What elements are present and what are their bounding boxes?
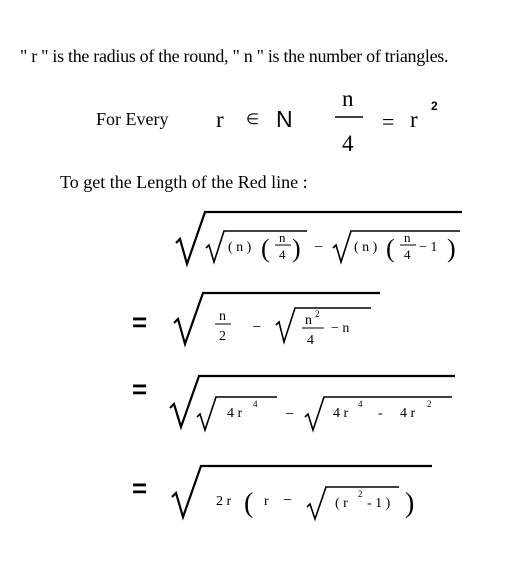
step1-minus: − xyxy=(314,239,324,256)
relation-fraction-numerator: n xyxy=(342,86,354,111)
step1-radical-2 xyxy=(333,231,460,262)
step4-r: r xyxy=(264,494,269,509)
step2-g-exponent: 2 xyxy=(315,309,320,319)
step4-minus: − xyxy=(283,492,293,509)
step3-a-exponent: 4 xyxy=(253,399,258,409)
step4-inner-exponent: 2 xyxy=(358,489,363,499)
step2-expression xyxy=(132,293,380,348)
step4-equals: = xyxy=(132,473,148,503)
svg-text:(: ( xyxy=(244,488,254,519)
step2-outer-radical xyxy=(174,293,380,344)
relation-exponent: 2 xyxy=(431,99,438,113)
relation-r: r xyxy=(216,107,224,132)
step2-f-denominator: 2 xyxy=(219,329,226,344)
step2-f-numerator: n xyxy=(219,309,226,324)
step1-f2-rest: − 1 xyxy=(419,240,438,255)
step3-c-exponent: 2 xyxy=(427,399,432,409)
step3-expression xyxy=(132,374,455,430)
relation-equals: = xyxy=(382,109,395,134)
svg-text:(: ( xyxy=(261,234,270,263)
step1-f1-numerator: n xyxy=(279,230,286,245)
svg-text:): ) xyxy=(292,234,301,263)
step4-outer-radical xyxy=(172,466,432,517)
step1-a2: ( n ) xyxy=(354,240,378,255)
step1-f2-denominator: 4 xyxy=(404,247,411,262)
step1-outer-radical xyxy=(176,212,462,264)
step3-b-exponent: 4 xyxy=(358,399,363,409)
step1-a1: ( n ) xyxy=(228,240,252,255)
step4-lead: 2 r xyxy=(216,494,232,509)
relation-rhs: r xyxy=(410,107,418,132)
step3-b-minus: - xyxy=(378,406,383,421)
step3-a: 4 r xyxy=(227,406,243,421)
step2-equals: = xyxy=(132,307,148,337)
step2-inner-radical xyxy=(276,308,371,342)
step3-minus: − xyxy=(285,406,295,423)
step2-g-denominator: 4 xyxy=(307,333,314,348)
naturals-symbol: N xyxy=(276,106,293,132)
intro-text: " r " is the radius of the round, " n " is the number of triangles. xyxy=(20,46,449,66)
for-every-label: For Every xyxy=(96,109,169,129)
step4-expression xyxy=(132,466,432,519)
svg-text:(: ( xyxy=(386,234,395,263)
step4-inner-rest: - 1 ) xyxy=(367,496,391,511)
step1-f2-numerator: n xyxy=(404,230,411,245)
step4-inner: ( r xyxy=(335,496,348,511)
relation-formula xyxy=(216,86,438,156)
svg-text:): ) xyxy=(447,234,456,263)
step3-b: 4 r xyxy=(333,406,349,421)
step1-expression xyxy=(176,212,462,264)
step2-g-numerator: n xyxy=(305,313,312,328)
step2-g-rest: − n xyxy=(331,321,350,336)
svg-text:): ) xyxy=(405,488,415,519)
subtitle-text: To get the Length of the Red line : xyxy=(60,172,308,192)
element-of-symbol: ∈ xyxy=(246,112,260,128)
step3-equals: = xyxy=(132,374,148,404)
relation-fraction-denominator: 4 xyxy=(342,131,354,156)
step3-c: 4 r xyxy=(400,406,416,421)
step1-f1-denominator: 4 xyxy=(279,247,286,262)
step2-minus: − xyxy=(252,319,262,336)
